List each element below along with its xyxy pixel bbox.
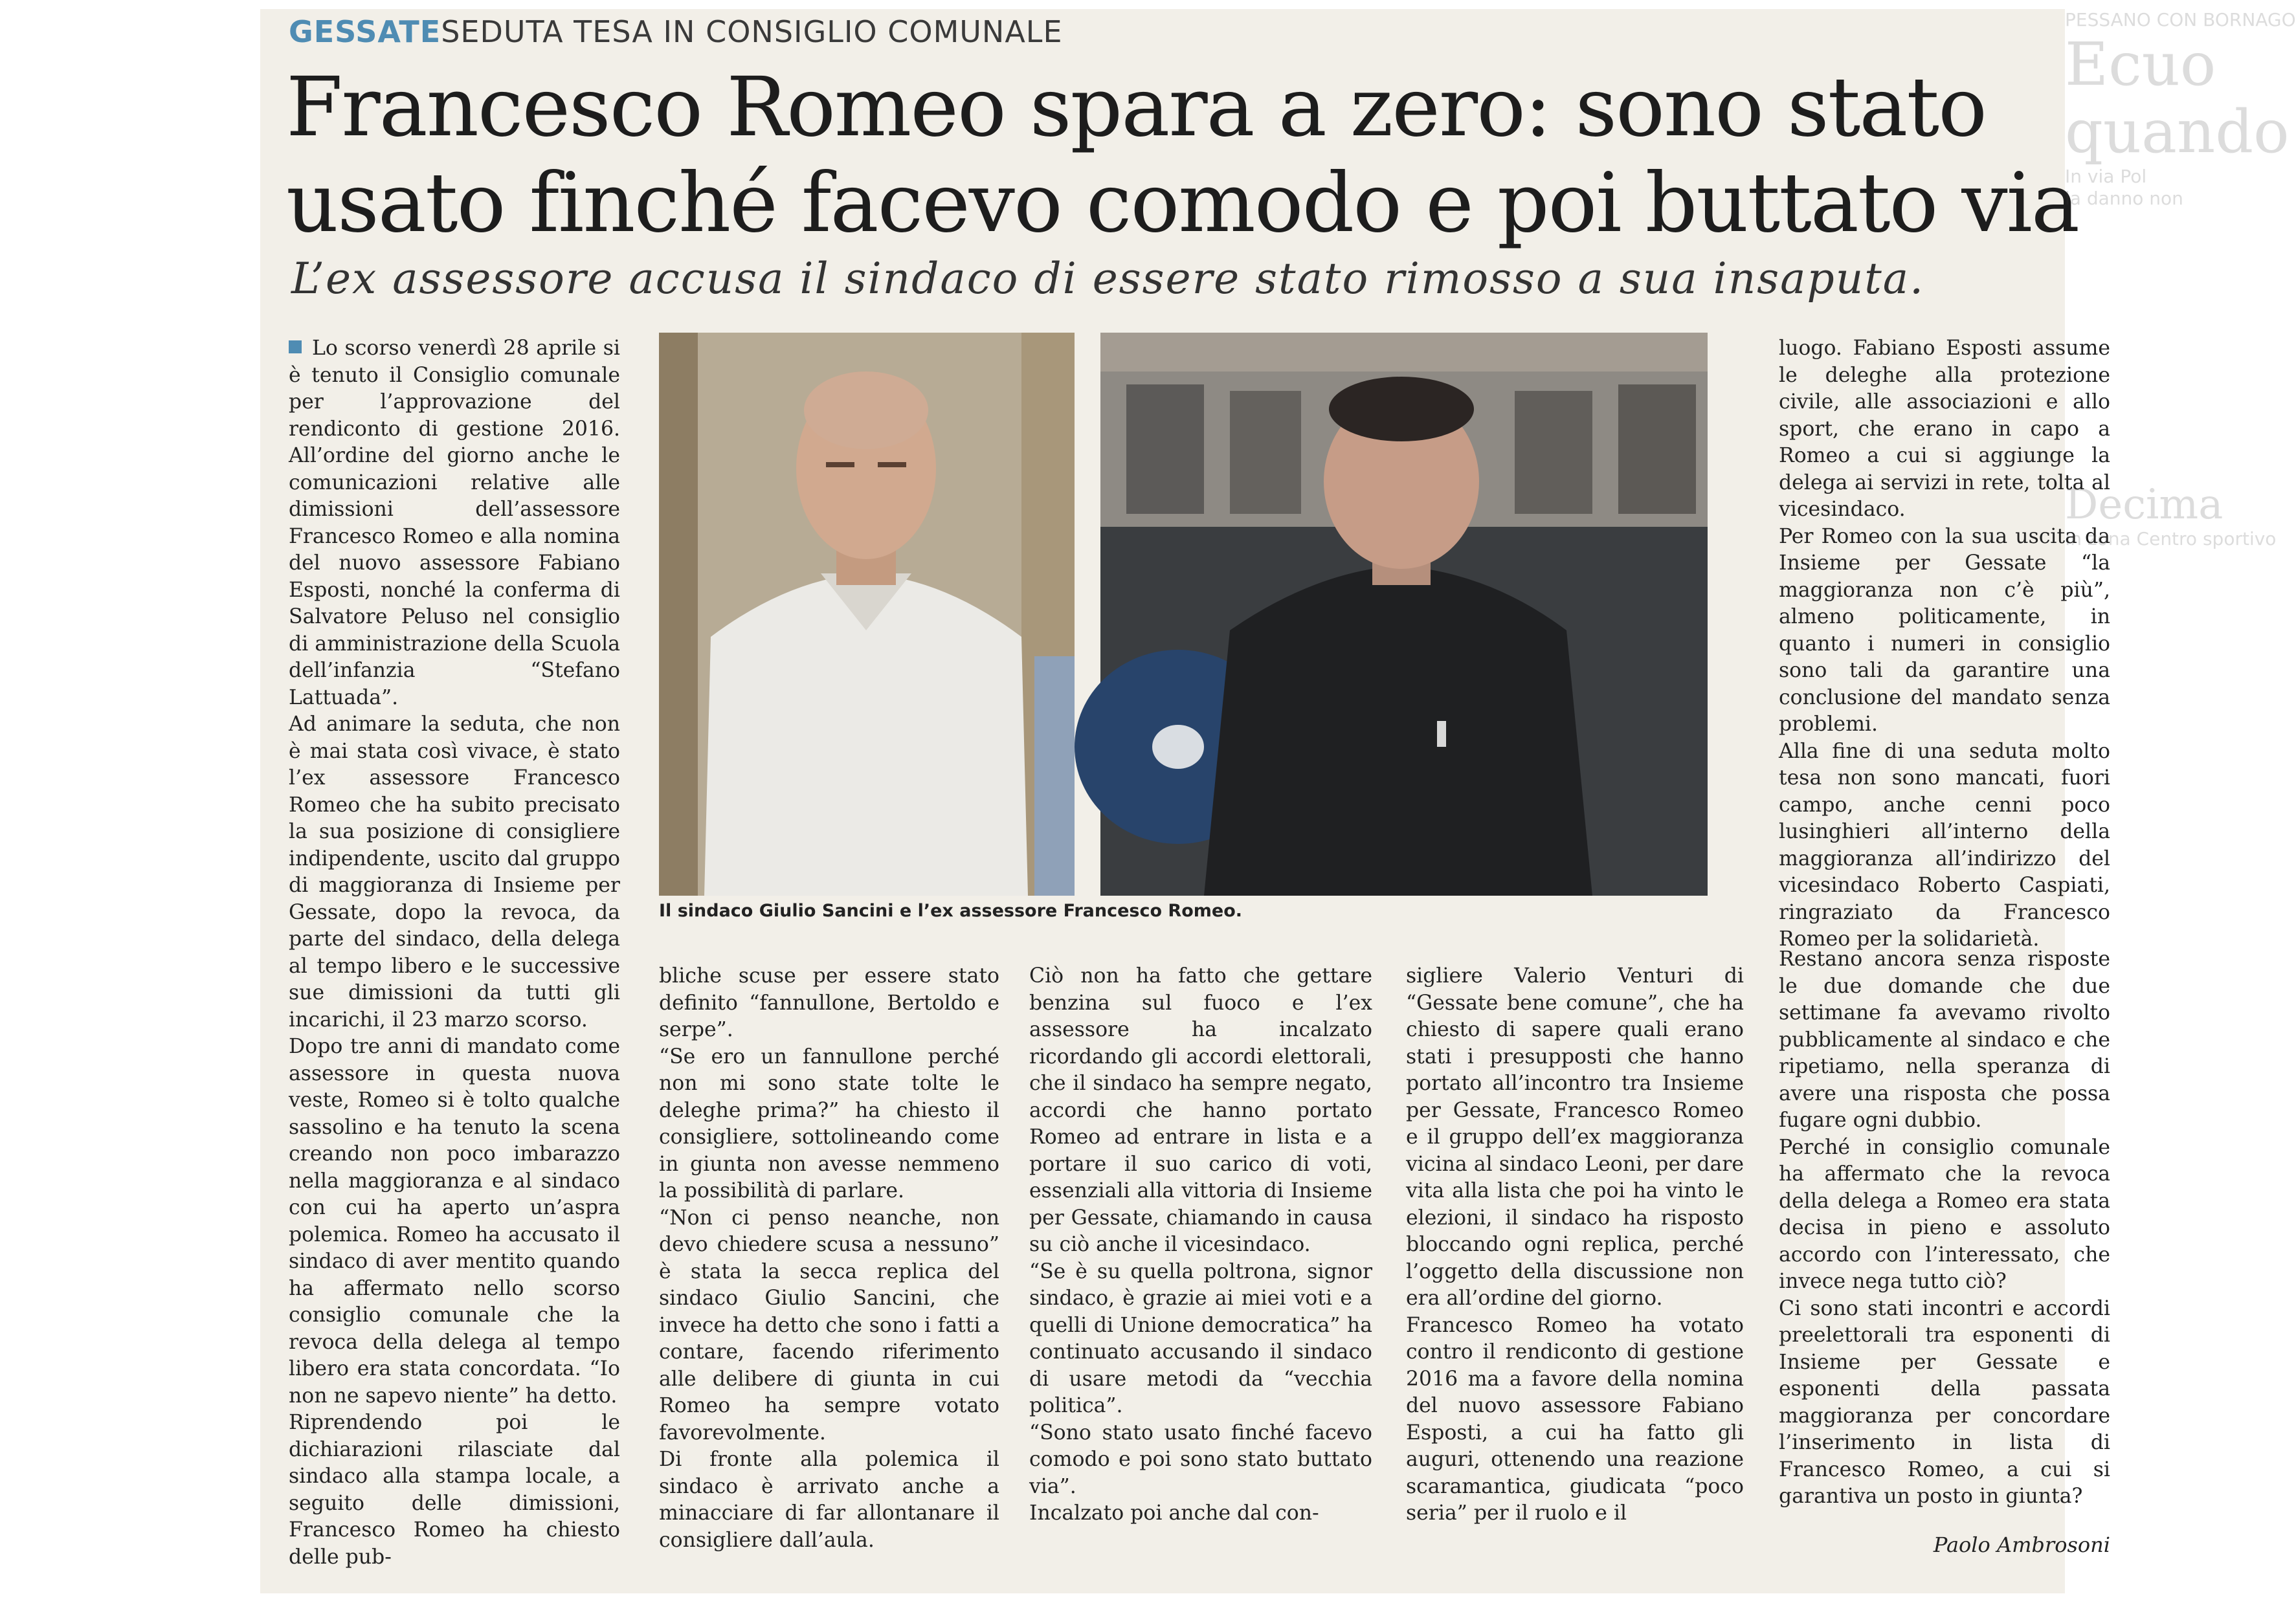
photo-ex-councillor-illustration: [1100, 333, 1708, 896]
paragraph: Francesco Romeo ha votato contro il rendiconto di gestione 2016 ma a favore della nomina del nuovo assessore Fabiano Esposti, a cui ha fatto gli auguri, ottenendo una reazione scaramantica, giudicata “poco seria” per il ruolo e il: [1406, 1313, 1744, 1525]
paragraph: “Se ero un fannullone perché non mi sono state tolte le deleghe prima?” ha chiesto il consigliere, sottolineando come in giunta non avesse nemmeno la possibilità di parlare.: [659, 1045, 999, 1202]
neighbor-mid-body: In zona Centro sportivo: [2065, 528, 2277, 549]
paragraph: luogo. Fabiano Esposti assume le deleghe alla protezione civile, alle associazioni e allo sport, che erano in capo a Romeo a cui si aggiunge la delega ai servizi in rete, tolta al vicesindaco.: [1779, 337, 2110, 521]
paragraph: “Sono stato usato finché facevo comodo e poi sono stato buttato via”.: [1029, 1421, 1372, 1498]
neighbor-headline-2: quando: [2065, 97, 2290, 166]
paragraph: Di fronte alla polemica il sindaco è arrivato anche a minacciare di far allontanare il consigliere dall’aula.: [659, 1448, 999, 1552]
paragraph: Ciò non ha fatto che gettare benzina sul fuoco e l’ex assessore ha incalzato ricordando gli accordi elettorali, che il sindaco ha sempre negato, accordi che hanno portato Romeo ad entrare in lista e a portare il suo carico di voti, essenziali alla vittoria di Insieme per Gessate, chiamando in causa su ciò anche il vicesindaco.: [1029, 964, 1372, 1256]
paragraph: “Non ci penso neanche, non devo chiedere scusa a nessuno” è stata la secca replica del sindaco Giulio Sancini, che invece ha detto che sono i fatti a contare, facendo riferimento alle delibere di giunta in cui Romeo ha sempre votato favorevolmente.: [659, 1206, 999, 1444]
subtitle: L’ex assessore accusa il sindaco di essere stato rimosso a sua insaputa.: [291, 254, 1925, 304]
kicker-text: SEDUTA TESA IN CONSIGLIO COMUNALE: [441, 14, 1063, 49]
neighbor-body-1: In via Pol: [2065, 166, 2147, 187]
column-5: [1779, 335, 2110, 953]
photo-caption: Il sindaco Giulio Sancini e l’ex assessore Francesco Romeo.: [659, 901, 1243, 921]
paragraph-text: Lo scorso venerdì 28 aprile si è tenuto il Consiglio comunale per l’approvazione del rendiconto di gestione 2016. All’ordine del giorno anche le comunicazioni relative alle dimissioni dell’assessore Francesco Romeo e alla nomina del nuovo assessore Fabiano Esposti, nonché la conferma di Salvatore Peluso nel consiglio di amministrazione della Scuola dell’infanzia “Stefano Lattuada”.: [289, 337, 620, 709]
kicker: [289, 14, 1063, 49]
paragraph: Alla fine di una seduta molto tesa non sono mancati, fuori campo, anche cenni poco lusinghieri all’interno della maggioranza all’indirizzo del vicesindaco Roberto Caspiati, ringraziato da Francesco Romeo per la solidarietà.: [1779, 739, 2110, 951]
paragraph: Per Romeo con la sua uscita da Insieme per Gessate “la maggioranza non c’è più”, almeno politicamente, in quanto i numeri in consiglio sono tali da garantire una conclusione del mandato senza problemi.: [1779, 524, 2110, 736]
paragraph: Ci sono stati incontri e accordi preelettorali tra esponenti di Insieme per Gessate e esponenti della passata maggioranza per concordare l’inserimento in lista di Francesco Romeo, a cui si garantiva un posto in giunta?: [1779, 1296, 2110, 1508]
headline-line-2: usato finché facevo comodo e poi buttato via: [286, 155, 2079, 250]
photo-mayor: [659, 333, 1075, 896]
headline: [286, 60, 2079, 251]
byline: Paolo Ambrosoni: [1933, 1533, 2110, 1557]
paragraph: Restano ancora senza risposte le due domande che due settimane fa avevamo rivolto pubblicamente al sindaco e che ripetiamo, nella speranza di avere una risposta che possa fugare ogni dubbio.: [1779, 947, 2110, 1132]
bullet-square-icon: [289, 340, 302, 353]
paragraph: Ad animare la seduta, che non è mai stata così vivace, è stato l’ex assessore Francesco Romeo che ha subito precisato la sua posizione di consigliere indipendente, uscito dal gruppo di maggioranza di Insieme per Gessate, dopo la revoca, da parte del sindaco, della delega al tempo libero e le successive sue dimissioni da tutti gli incarichi, il 23 marzo scorso.: [289, 713, 620, 1032]
neighbor-body-2: la danno non: [2065, 188, 2183, 209]
paragraph: Incalzato poi anche dal con-: [1029, 1501, 1319, 1525]
neighbor-article-fragment: [2065, 9, 2296, 837]
paragraph: Perché in consiglio comunale ha affermato che la revoca della delega a Romeo era stata decisa in pieno e assoluto accordo con l’interessato, che invece nega tutto ciò?: [1779, 1135, 2110, 1293]
paragraph: Dopo tre anni di mandato come assessore in questa nuova veste, Romeo si è tolto qualche sassolino e ha tenuto la scena creando non poco imbarazzo nella maggioranza e al sindaco con cui ha aperto un’aspra polemica. Romeo ha accusato il sindaco di aver mentito quando ha affermato nello scorso consiglio comunale che la revoca della delega al tempo libero era stata concordata. “Io non ne sapevo niente” ha detto.: [289, 1035, 620, 1408]
paragraph: “Se è su quella poltrona, signor sindaco, è grazie ai miei voti e a quelli di Unione democratica” ha continuato accusando il sindaco di usare metodi da “vecchia politica”.: [1029, 1259, 1372, 1417]
paragraph: bliche scuse per essere stato definito “fannullone, Bertoldo e serpe”.: [659, 964, 999, 1041]
neighbor-headline-1: Ecuo: [2065, 30, 2216, 99]
paragraph: [289, 335, 620, 711]
neighbor-kicker: PESSANO CON BORNAGO: [2065, 9, 2296, 30]
column-5-questions: [1779, 946, 2110, 1511]
paragraph: sigliere Valerio Venturi di “Gessate bene comune”, che ha chiesto di sapere quali erano stati i presupposti che hanno portato all’incontro tra Insieme per Gessate, Francesco Romeo e il gruppo dell’ex maggioranza vicina al sindaco Leoni, per dare vita alla lista che poi ha vinto le elezioni, il sindaco ha risposto bloccando ogni replica, perché l’oggetto della discussione non era all’ordine del giorno.: [1406, 964, 1744, 1310]
column-2: [659, 963, 999, 1554]
kicker-place: GESSATE: [289, 14, 441, 49]
column-3: [1029, 963, 1372, 1527]
headline-line-1: Francesco Romeo spara a zero: sono stato: [286, 60, 1986, 155]
column-1: [289, 335, 620, 1571]
photo-ex-councillor: [1100, 333, 1708, 896]
paragraph: Riprendendo poi le dichiarazioni rilasciate dal sindaco alla stampa locale, a seguito delle dimissioni, Francesco Romeo ha chiesto delle pub-: [289, 1411, 620, 1569]
photo-mayor-illustration: [659, 333, 1075, 896]
column-4: [1406, 963, 1744, 1527]
neighbor-mid-headline: Decima: [2065, 481, 2224, 529]
